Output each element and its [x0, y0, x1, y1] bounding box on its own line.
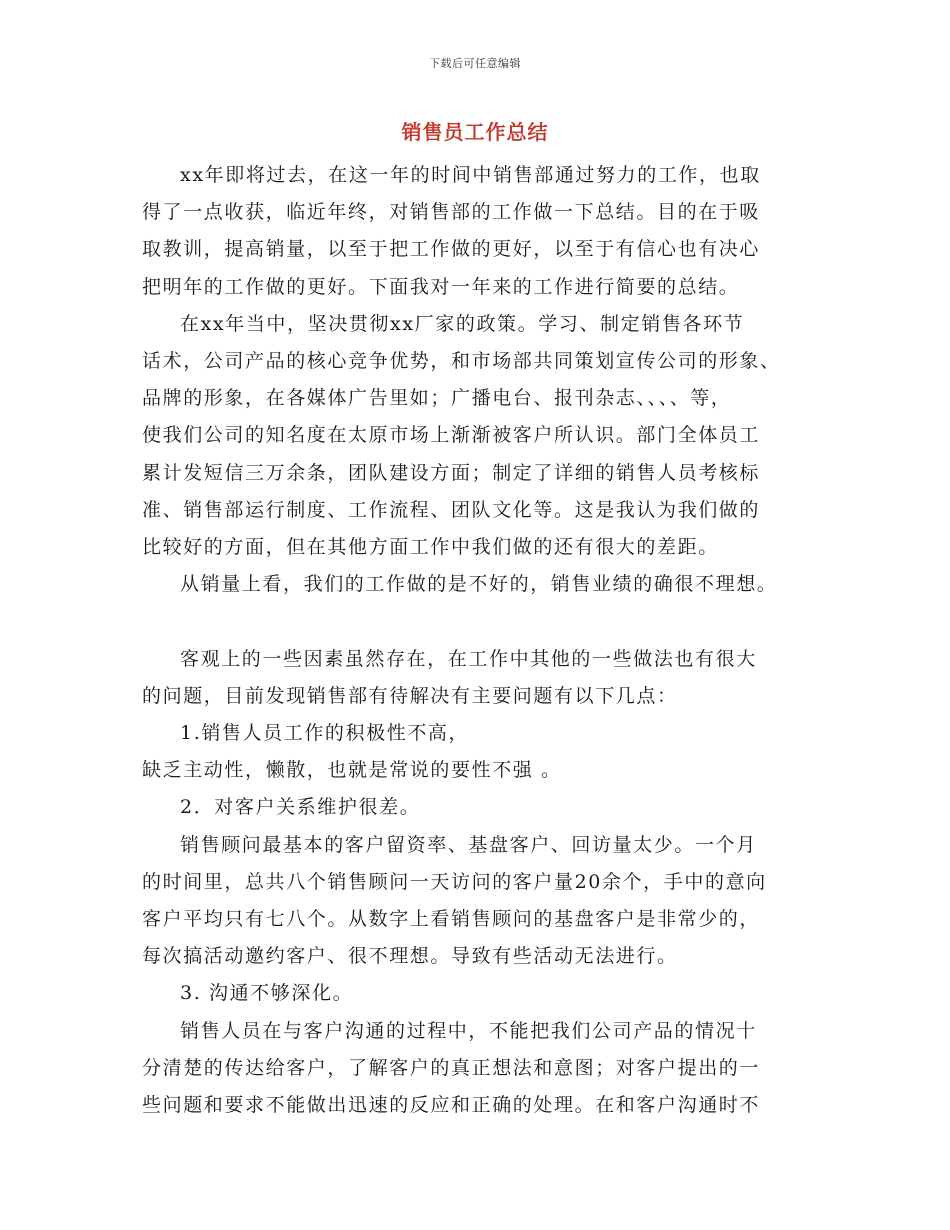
body-line: 些问题和要求不能做出迅速的反应和正确的处理。在和客户沟通时不: [142, 1094, 761, 1117]
body-line: 准、销售部运行制度、工作流程、团队文化等。这是我认为我们做的: [142, 498, 761, 521]
body-line: 在xx年当中，坚决贯彻xx厂家的政策。学习、制定销售各环节: [180, 312, 745, 335]
body-line: 得了一点收获，临近年终，对销售部的工作做一下总结。目的在于吸: [142, 201, 761, 224]
body-line: 缺乏主动性，懒散，也就是常说的要性不强 。: [142, 759, 562, 782]
header-note: 下载后可任意编辑: [429, 57, 521, 70]
body-line: 1.销售人员工作的积极性不高，: [180, 722, 470, 745]
body-line: 销售人员在与客户沟通的过程中，不能把我们公司产品的情况十: [180, 1019, 757, 1042]
body-line: 的时间里，总共八个销售顾问一天访问的客户量20余个，手中的意向: [142, 870, 767, 893]
body-line: 客观上的一些因素虽然存在，在工作中其他的一些做法也有很大: [180, 647, 757, 670]
body-line: 销售顾问最基本的客户留资率、基盘客户、回访量太少。一个月: [180, 833, 757, 856]
body-line: 比较好的方面，但在其他方面工作中我们做的还有很大的差距。: [142, 536, 719, 559]
body-line: 品牌的形象，在各媒体广告里如；广播电台、报刊杂志、、、、等，: [142, 387, 732, 410]
body-line: 的问题，目前发现销售部有待解决有主要问题有以下几点：: [142, 684, 678, 707]
body-line: 分清楚的传达给客户，了解客户的真正想法和意图；对客户提出的一: [142, 1056, 761, 1079]
body-line: 2．对客户关系维护很差。: [180, 796, 421, 819]
body-line: 话术，公司产品的核心竞争优势，和市场部共同策划宣传公司的形象、: [142, 350, 781, 373]
body-line: 累计发短信三万余条，团队建设方面；制定了详细的销售人员考核标: [142, 461, 761, 484]
body-line: xx年即将过去，在这一年的时间中销售部通过努力的工作，也取: [180, 164, 761, 186]
body-line: 每次搞活动邀约客户、很不理想。导致有些活动无法进行。: [142, 945, 678, 968]
body-line: 取教训，提高销量，以至于把工作做的更好，以至于有信心也有决心: [142, 238, 761, 261]
body-line: 从销量上看，我们的工作做的是不好的，销售业绩的确很不理想。: [180, 573, 778, 596]
document-title: 销售员工作总结: [401, 120, 549, 144]
body-line: 客户平均只有七八个。从数字上看销售顾问的基盘客户是非常少的，: [142, 908, 761, 931]
body-line: [142, 603, 812, 640]
body-line: 使我们公司的知名度在太原市场上渐渐被客户所认识。部门全体员工: [142, 424, 761, 447]
document-body: [142, 157, 812, 1124]
body-line: 3. 沟通不够深化。: [180, 982, 354, 1005]
body-line: 把明年的工作做的更好。下面我对一年来的工作进行简要的总结。: [142, 275, 740, 298]
